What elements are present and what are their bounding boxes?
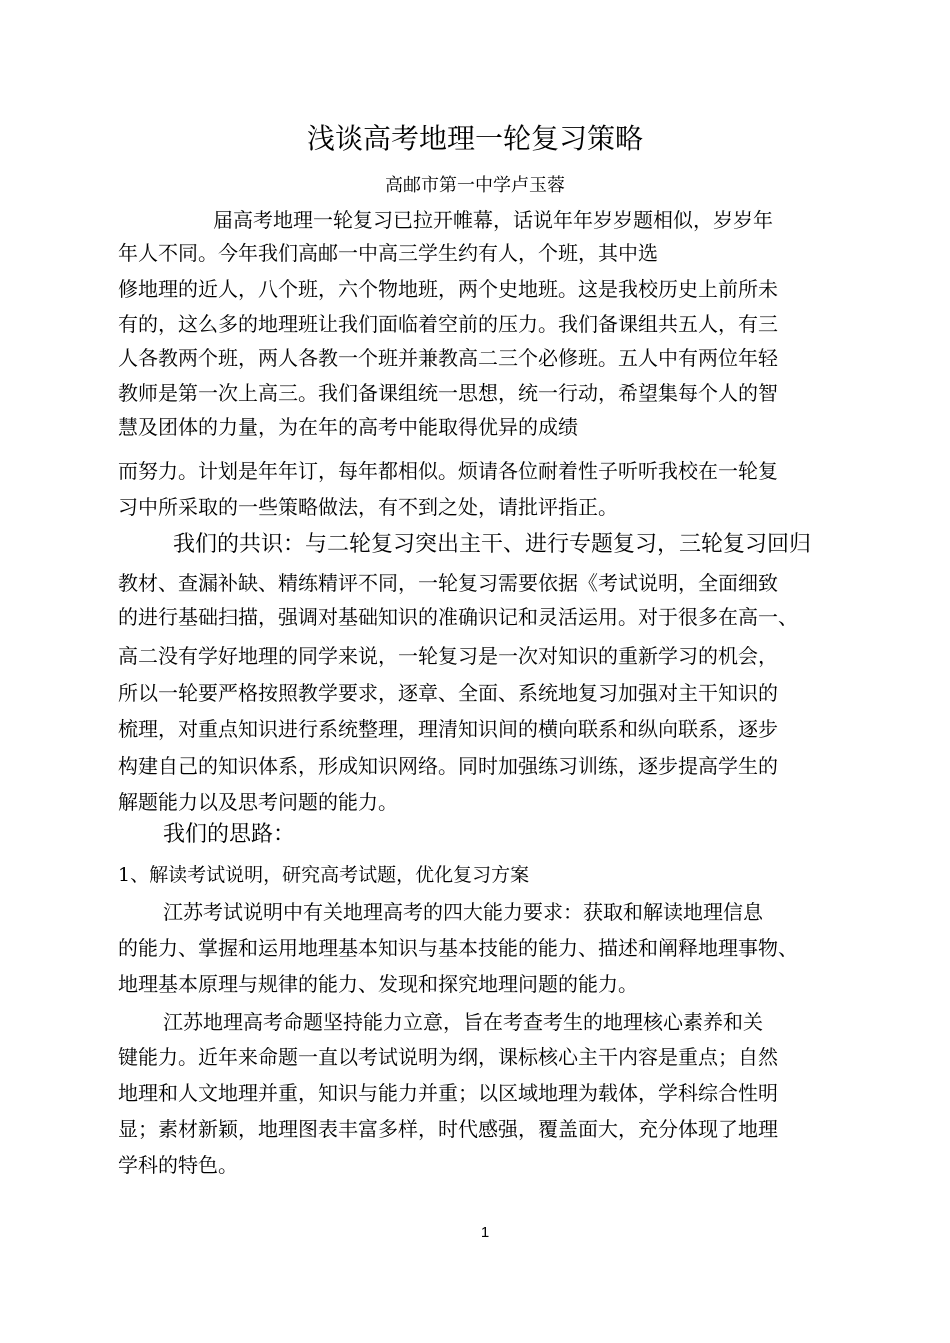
paragraph-line: 有的，这么多的地理班让我们面临着空前的压力。我们备课组共五人，有三 xyxy=(118,312,778,336)
document-title: 浅谈高考地理一轮复习策略 xyxy=(306,122,643,155)
paragraph-line: 人各教两个班，两人各教一个班并兼教高二三个必修班。五人中有两位年轻 xyxy=(118,346,778,370)
paragraph-line: 的能力、掌握和运用地理基本知识与基本技能的能力、描述和阐释地理事物、 xyxy=(118,936,798,960)
paragraph-line: 年人不同。今年我们高邮一中高三学生约有人，个班，其中选 xyxy=(118,241,658,265)
subsection-heading: 1、解读考试说明，研究高考试题，优化复习方案 xyxy=(118,864,530,886)
paragraph-line: 教材、查漏补缺、精练精评不同，一轮复习需要依据《考试说明，全面细致 xyxy=(118,571,778,595)
paragraph-line: 修地理的近人，八个班，六个物地班，两个史地班。这是我校历史上前所未 xyxy=(118,277,778,301)
paragraph-line: 江苏地理高考命题坚持能力立意，旨在考查考生的地理核心素养和关 xyxy=(163,1010,763,1034)
paragraph-line: 届高考地理一轮复习已拉开帷幕，话说年年岁岁题相似，岁岁年 xyxy=(213,208,773,232)
page-number: 1 xyxy=(480,1224,490,1241)
paragraph-line: 学科的特色。 xyxy=(118,1153,238,1177)
paragraph-line: 所以一轮要严格按照教学要求，逐章、全面、系统地复习加强对主干知识的 xyxy=(118,681,778,705)
paragraph-line: 的进行基础扫描，强调对基础知识的准确识记和灵活运用。对于很多在高一、 xyxy=(118,605,798,629)
paragraph-line: 构建自己的知识体系，形成知识网络。同时加强练习训练，逐步提高学生的 xyxy=(118,754,778,778)
section-heading: 我们的思路： xyxy=(163,822,296,847)
paragraph-line: 我们的共识：与二轮复习突出主干、进行专题复习，三轮复习回归 xyxy=(173,532,812,557)
paragraph-line: 地理基本原理与规律的能力、发现和探究地理问题的能力。 xyxy=(118,972,638,996)
paragraph-line: 慧及团体的力量，为在年的高考中能取得优异的成绩 xyxy=(118,415,578,439)
paragraph-line: 习中所采取的一些策略做法，有不到之处，请批评指正。 xyxy=(118,495,618,519)
paragraph-line: 地理和人文地理并重，知识与能力并重；以区域地理为载体，学科综合性明 xyxy=(118,1081,778,1105)
paragraph-line: 高二没有学好地理的同学来说，一轮复习是一次对知识的重新学习的机会， xyxy=(118,644,778,668)
paragraph-line: 江苏考试说明中有关地理高考的四大能力要求：获取和解读地理信息 xyxy=(163,900,763,924)
paragraph-line: 教师是第一次上高三。我们备课组统一思想，统一行动，希望集每个人的智 xyxy=(118,381,778,405)
paragraph-line: 解题能力以及思考问题的能力。 xyxy=(118,790,398,814)
paragraph-line: 键能力。近年来命题一直以考试说明为纲，课标核心主干内容是重点；自然 xyxy=(118,1045,778,1069)
paragraph-line: 显；素材新颖，地理图表丰富多样，时代感强，覆盖面大，充分体现了地理 xyxy=(118,1117,778,1141)
paragraph-line: 梳理，对重点知识进行系统整理，理清知识间的横向联系和纵向联系，逐步 xyxy=(118,717,778,741)
paragraph-line: 而努力。计划是年年订，每年都相似。烦请各位耐着性子听听我校在一轮复 xyxy=(118,459,778,483)
author-line: 高邮市第一中学卢玉蓉 xyxy=(385,175,565,196)
